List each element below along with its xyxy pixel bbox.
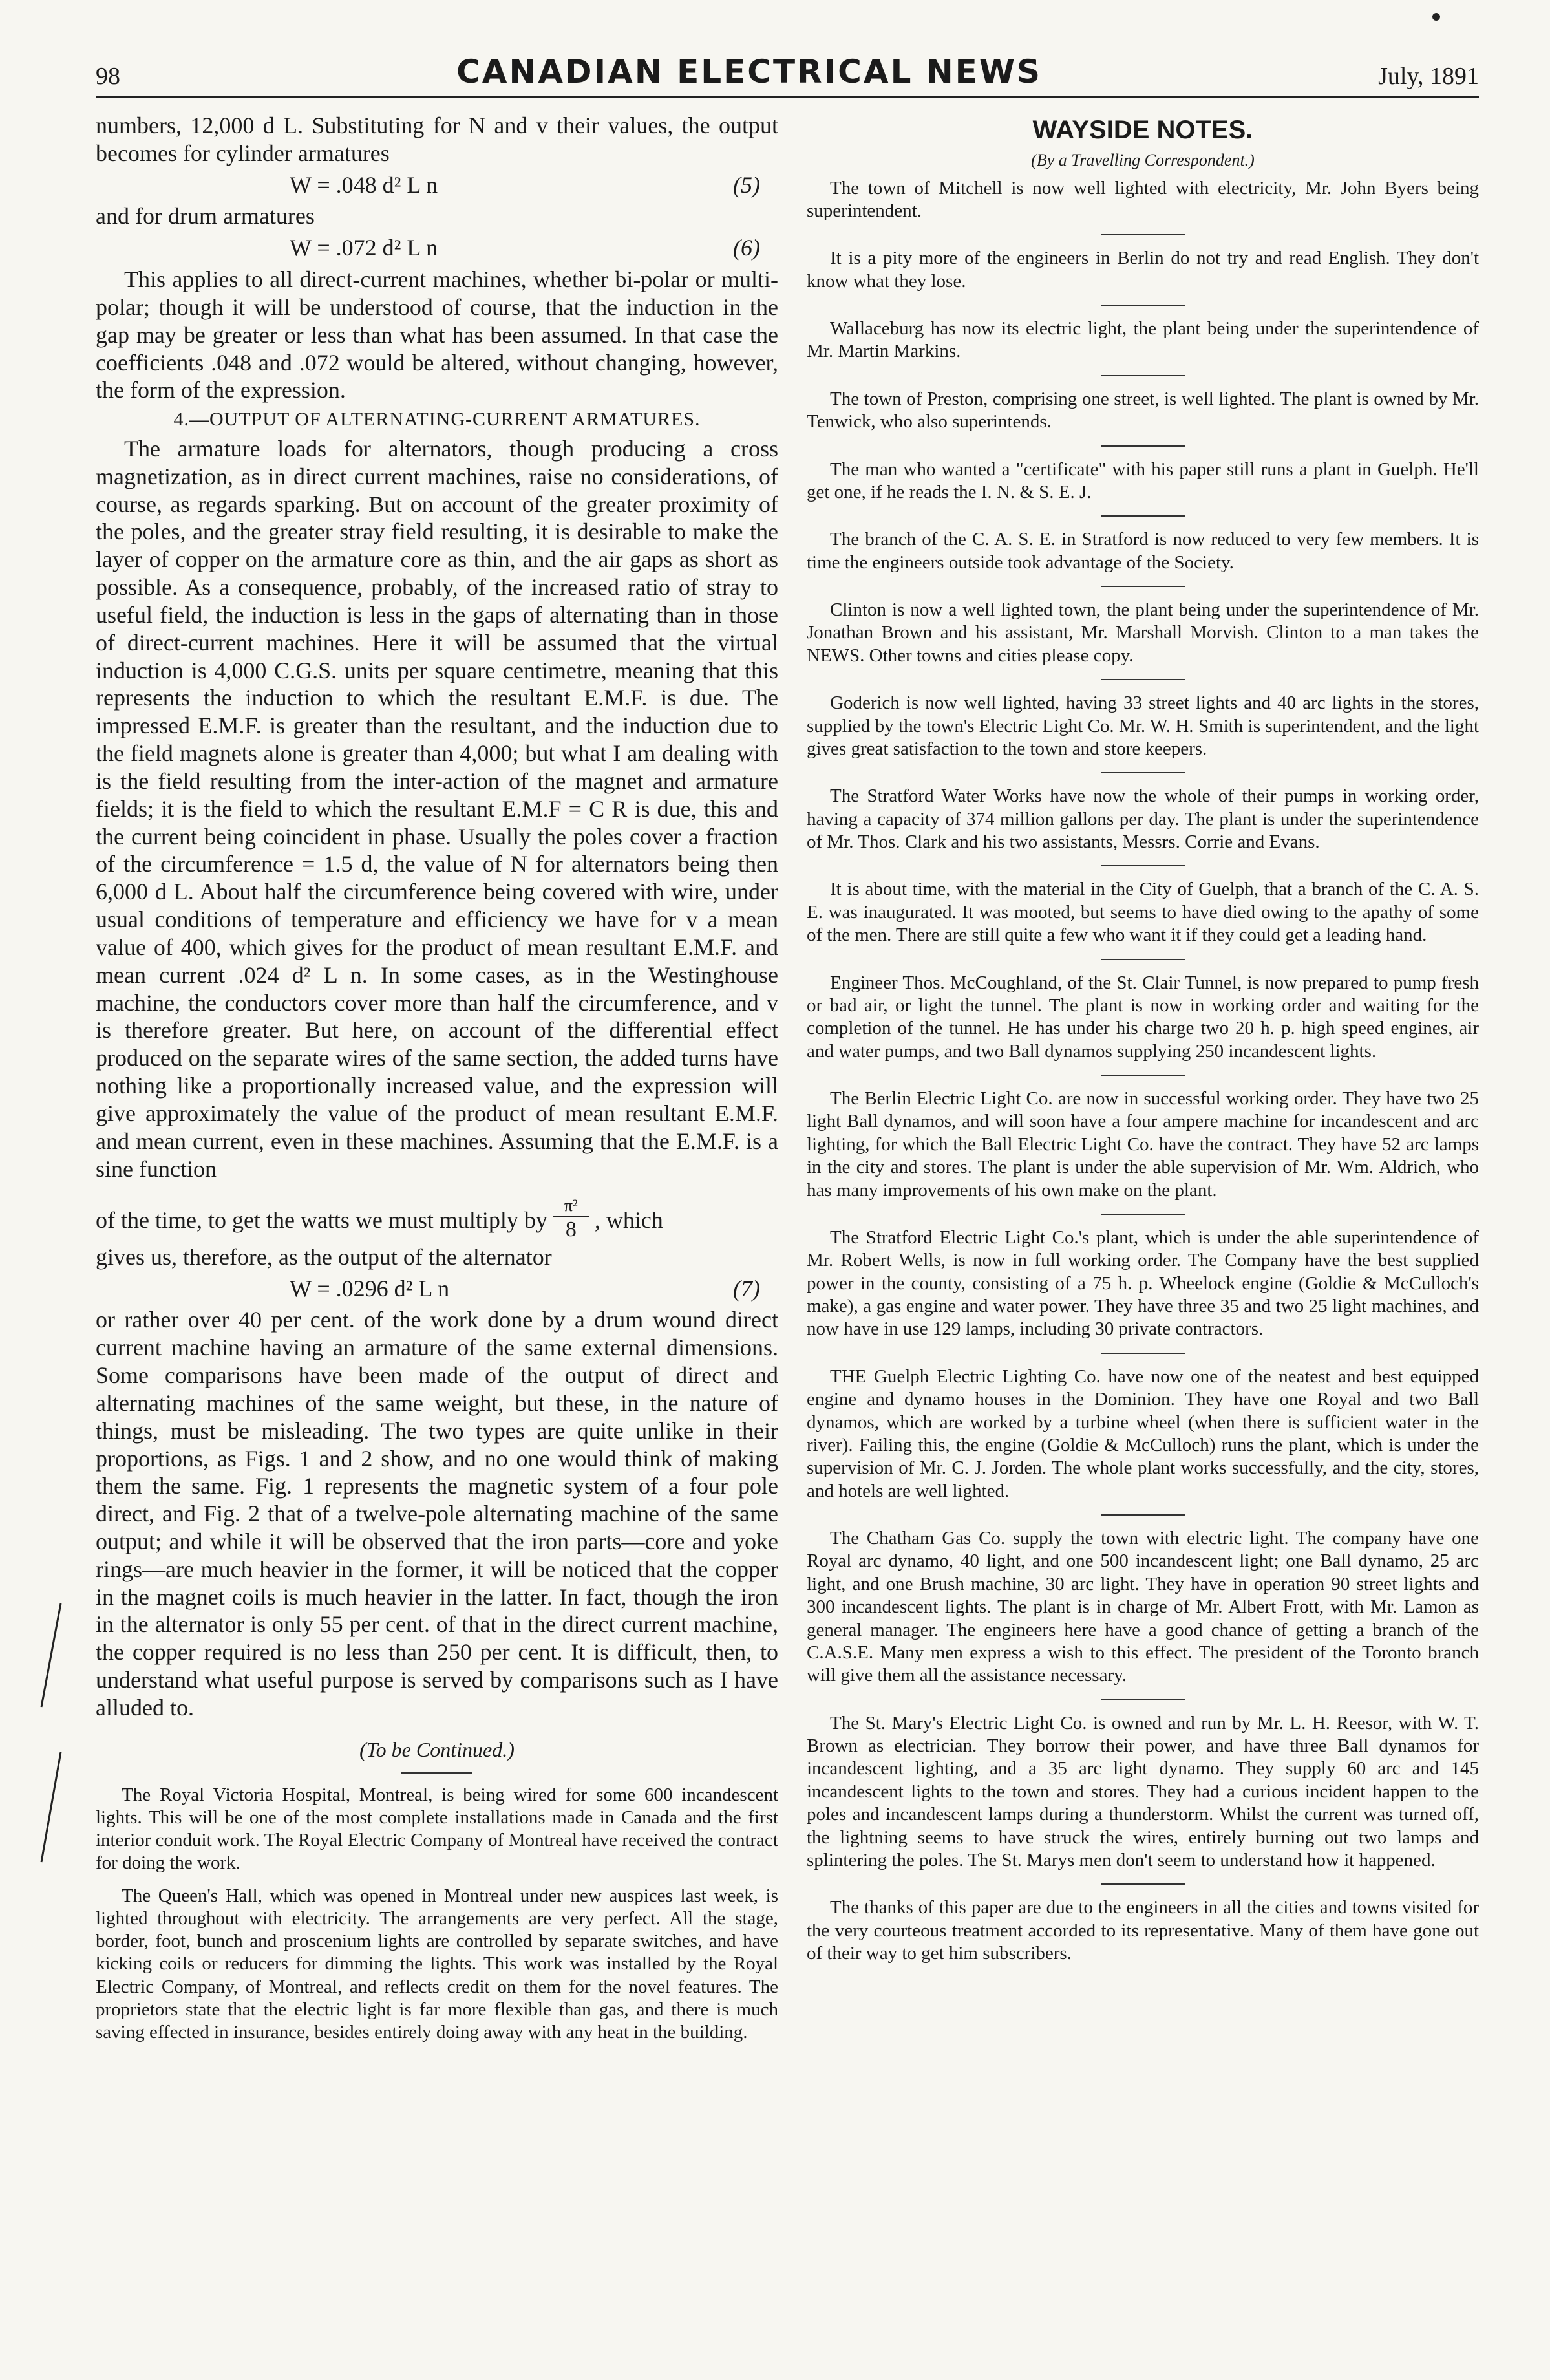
divider [1101,772,1185,773]
ink-dot [1432,13,1440,21]
formula-5 [96,171,778,199]
note-item: Engineer Thos. McCoughland, of the St. Clair Tunnel, is now prepared to pump fresh or bad air, or light the tunnel. The plant is now in working order and waiting for the completion of the tunnel. He has under his charge two 20 h. p. high speed engines, air and water pumps, and two Ball dynamos supplying 250 incandescent lights. [807,972,1479,1062]
divider [1101,1075,1185,1076]
paragraph-fragment: of the time, to get the watts we must multiply by [96,1206,547,1233]
paragraph: The armature loads for alternators, though producing a cross magnetization, as in direct current machines, raise no considerations, of course, as regards sparking. But on account of the greater proximity of the poles, and the greater stray field resulting, it is desirable to make the layer of copper on the armature core as thin, and the air gaps as short as possible. As a consequence, probably, of the increased ratio of stray to useful field, the induction is less in the gaps of alternating than in those of direct-current machines. Here it will be assumed that the virtual induction is 4,000 C.G.S. units per square centimetre, meaning that this represents the induction to which the resultant E.M.F. is due. The impressed E.M.F. is greater than the resultant, and the induction due to the field magnets alone is greater than 4,000; but what I am dealing with is the field resulting from the inter-action of the magnet and armature fields; it is the field to which the resultant E.M.F = C R is due, this and the current being coincident in phase. Usually the poles cover a fraction of the circumference = 1.5 d, the value of N for alternators being then 6,000 d L. About half the circumference being covered with wire, under usual conditions of temperature and efficiency we have for v a mean value of 400, which gives for the product of mean resultant E.M.F. and mean current .024 d² L n. In some cases, as in the Westinghouse machine, the conductors cover more than half the circumference, and v is therefore greater. But here, on account of the differential effect produced on the separate wires of the same section, the added turns have nothing like a proportionally increased value, and the expression will give approximately the value of the product of mean resultant E.M.F. and mean current, even in these machines. Assuming that the E.M.F. is a sine function [96,435,778,1182]
formula-text: W = .072 d² L n [290,235,438,261]
divider [1101,1353,1185,1354]
fraction-numerator: π² [553,1197,589,1217]
divider [1101,234,1185,235]
formula-6 [96,234,778,262]
fraction [553,1197,589,1243]
right-column [807,112,1479,2054]
note-item: The Stratford Water Works have now the whole of their pumps in working order, having a capacity of 374 million gallons per day. The plant is under the superintendence of Mr. Thos. Clark and his two assistants, Messrs. Corrie and Evans. [807,786,1479,853]
note-item: The town of Preston, comprising one street, is well lighted. The plant is owned by Mr. Tenwick, who also superintends. [807,388,1479,433]
divider [1101,586,1185,587]
divider [1101,445,1185,447]
masthead: CANADIAN ELECTRICAL NEWS [456,53,1042,91]
paragraph-fragment: , which [594,1206,663,1233]
formula-7 [96,1275,778,1303]
formula-text: W = .048 d² L n [290,171,438,198]
divider [1101,679,1185,680]
divider [1101,1883,1185,1885]
note-item: THE Guelph Electric Lighting Co. have now one of the neatest and best equipped engine and dynamo houses in the Dominion. They have one Royal and two Ball dynamos, which are worked by a turbine wheel (when there is sufficient water in the river). Failing this, the engine (Goldie & McCulloch) runs the plant, which is under the supervision of Mr. C. J. Jorden. The whole plant works successfully, and the city, stores, and hotels are well lighted. [807,1366,1479,1501]
note-item: The Chatham Gas Co. supply the town with electric light. The company have one Royal arc dynamo, 40 light, and one 500 incandescent light; one Ball dynamo, 25 arc light, and one Brush machine, 30 arc light. They have in operation 90 street lights and 300 incandescent lights. The plant is in charge of Mr. Albert Frott, with Mr. Lamon as general manager. The engineers here have a good chance of getting a branch of the C.A.S.E. Many men express a wish to this effect. The president of the Toronto branch will give them all the assistance necessary. [807,1528,1479,1686]
note-item: The Berlin Electric Light Co. are now in successful working order. They have two 25 light Ball dynamos, and will soon have a four ampere machine for incandescent and arc lighting, for which the Ball Electric Light Co. have the contract. They have 52 arc lamps in the city and stores. The plant is under the able supervision of Mr. Wm. Aldrich, who has many improvements of his own make on the plant. [807,1088,1479,1201]
divider [1101,375,1185,376]
divider [1101,1514,1185,1516]
note-item: The branch of the C. A. S. E. in Stratford is now reduced to very few members. It is time the engineers outside took advantage of the Society. [807,529,1479,573]
note-item: The St. Mary's Electric Light Co. is owned and run by Mr. L. H. Reesor, with W. T. Brown as electrician. They borrow their power, and have three Ball dynamos for incandescent lighting, and a 35 arc light dynamo. They supply 60 arc and 145 incandescent lights to the town and stores. They had a curious incident happen to the poles and incandescent lamps during a thunderstorm. Whilst the current was turned off, the lightning seems to have struck the wires, entirely burning out two lamps and splintering the poles. The St. Marys men don't seem to understand how it happened. [807,1712,1479,1871]
divider [1101,959,1185,960]
margin-pencil-marks [37,1597,63,1869]
news-item: The Royal Victoria Hospital, Montreal, is being wired for some 600 incandescent lights. This will be one of the most complete installations made in Canada and the first interior conduit work. The Royal Electric Company of Montreal have received the contract for doing the work. [96,1784,778,1874]
paragraph: and for drum armatures [96,203,315,230]
columns [96,112,1479,2054]
note-item: The man who wanted a "certificate" with his paper still runs a plant in Guelph. He'll get one, if he reads the I. N. & S. E. J. [807,458,1479,502]
page-number: 98 [96,63,120,90]
note-item: The Stratford Electric Light Co.'s plant, which is under the able superintendence of Mr. Robert Wells, is now in full working order. The Company have the best supplied power in the county, consisting of a 75 h. p. Wheelock engine (Goldie & McCulloch's make), a gas engine and water power. They have three 35 and two 25 light machines, and now have in use 129 lamps, including 30 private contractors. [807,1227,1479,1340]
wayside-notes-title: WAYSIDE NOTES. [1032,116,1253,144]
byline: (By a Travelling Correspondent.) [1031,150,1255,169]
fraction-denominator: 8 [565,1217,577,1241]
section-heading: 4.—OUTPUT OF ALTERNATING-CURRENT ARMATURES. [173,409,701,431]
paragraph: or rather over 40 per cent. of the work done by a drum wound direct current machine having an armature of the same external dimensions. Some comparisons have been made of the output of direct and alternating machines of the same weight, but these, in the nature of things, must be misleading. The two types are quite unlike in their proportions, as Figs. 1 and 2 show, and no one would think of making them the same. Fig. 1 represents the magnetic system of a four pole direct, and Fig. 2 that of a twelve-pole alternating machine of the same output; and while it will be observed that the iron parts—core and yoke rings—are much heavier in the former, it will be noticed that the copper in the magnet coils is much heavier in the latter. In fact, though the iron in the alternator is only 55 per cent. of that in the direct current machine, the copper required is no less than 250 per cent. It is difficult, then, to understand what useful purpose is served by comparisons such as I have alluded to. [96,1307,778,1721]
divider [1101,1214,1185,1215]
divider [1101,1699,1185,1700]
issue-date: July, 1891 [1378,63,1479,90]
note-item: The thanks of this paper are due to the engineers in all the cities and towns visited for the very courteous treatment accorded to its representative. Many of them have gone out of their way to get him subscribers. [807,1897,1479,1964]
left-column [96,112,778,2054]
note-item: Clinton is now a well lighted town, the plant being under the superintendence of Mr. Jonathan Brown and his assistant, Mr. Marshall Morvish. Clinton to a man takes the NEWS. Other towns and cities please copy. [807,599,1479,666]
formula-number: (6) [733,235,760,261]
note-item: Wallaceburg has now its electric light, the plant being under the superintendence of Mr. Martin Markins. [807,318,1479,362]
paragraph: numbers, 12,000 d L. Substituting for N and v their values, the output becomes for cylinder armatures [96,113,778,166]
note-item: Goderich is now well lighted, having 33 street lights and 40 arc lights in the stores, supplied by the town's Electric Light Co. Mr. W. H. Smith is superintendent, and the light gives great satisfaction to the town and store keepers. [807,692,1479,759]
formula-text: W = .0296 d² L n [290,1275,450,1302]
divider [1101,515,1185,517]
note-item: The town of Mitchell is now well lighted with electricity, Mr. John Byers being superintendent. [807,177,1479,221]
paragraph: gives us, therefore, as the output of the alternator [96,1243,552,1270]
fraction-line [96,1197,778,1243]
news-items [96,1784,778,2044]
paragraph: This applies to all direct-current machines, whether bi-polar or multi-polar; though it will be understood of course, that the induction in the gap may be greater or less than what has been assumed. In that case the coefficients .048 and .072 would be altered, without changing, however, the form of the expression. [96,266,778,403]
news-item: The Queen's Hall, which was opened in Montreal under new auspices last week, is lighted throughout with electricity. The arrangements are very perfect. All the stage, border, foot, bunch and proscenium lights are controlled by separate switches, and have kicking coils or reducers for dimming the lights. This work was installed by the Royal Electric Company, of Montreal, and reflects credit on them for the novel features. The proprietors state that the electric light is far more flexible than gas, and there is much saving effected in insurance, besides entirely doing away with any heat in the building. [96,1885,778,2042]
page-header [96,45,1479,98]
to-be-continued: (To be Continued.) [359,1737,515,1761]
formula-number: (5) [733,171,760,198]
formula-number: (7) [733,1275,760,1302]
divider [401,1772,472,1774]
note-item: It is about time, with the material in the City of Guelph, that a branch of the C. A. S. E. was inaugurated. It was mooted, but seems to have died owing to the apathy of some of the men. There are still quite a few who want it if they could get a leading hand. [807,879,1479,946]
note-item: It is a pity more of the engineers in Berlin do not try and read English. They don't know what they lose. [807,248,1479,292]
divider [1101,865,1185,866]
divider [1101,305,1185,306]
